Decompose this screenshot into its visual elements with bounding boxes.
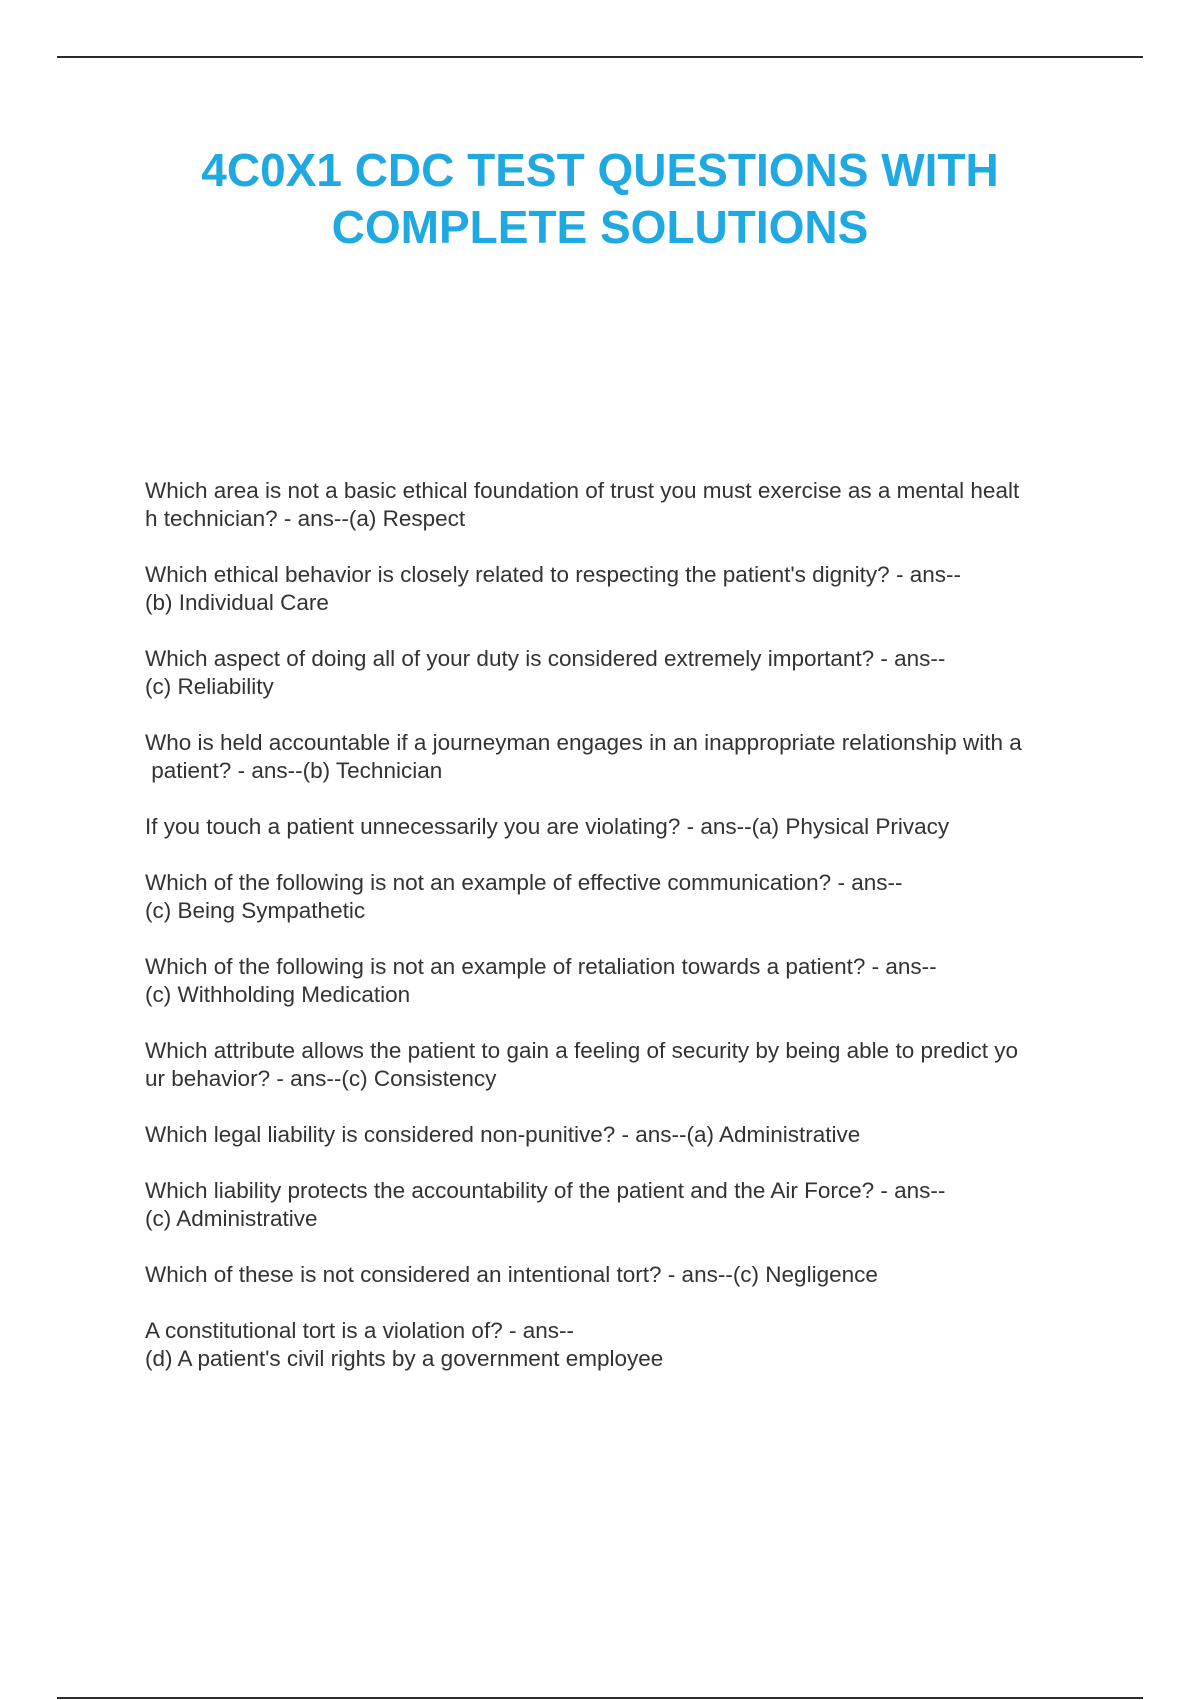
question-line: Which liability protects the accountability of the patient and the Air Force? - ans-- bbox=[145, 1178, 946, 1203]
question-line: Which of the following is not an example of retaliation towards a patient? - ans-- bbox=[145, 954, 937, 979]
question-line: A constitutional tort is a violation of? - ans-- bbox=[145, 1318, 574, 1343]
list-item bbox=[145, 1121, 1095, 1149]
header-rule bbox=[57, 56, 1143, 58]
question-line: (c) Being Sympathetic bbox=[145, 898, 366, 923]
question-line: Which of these is not considered an intentional tort? - ans--(c) Negligence bbox=[145, 1262, 878, 1287]
list-item bbox=[145, 1317, 1095, 1373]
question-line: If you touch a patient unnecessarily you are violating? - ans--(a) Physical Privacy bbox=[145, 814, 950, 839]
document-title bbox=[0, 142, 1200, 256]
question-line: Which aspect of doing all of your duty is considered extremely important? - ans-- bbox=[145, 646, 946, 671]
footer-rule bbox=[57, 1697, 1143, 1699]
question-answer-list bbox=[145, 477, 1095, 1401]
list-item bbox=[145, 813, 1095, 841]
list-item bbox=[145, 1177, 1095, 1233]
list-item bbox=[145, 869, 1095, 925]
question-line: (d) A patient's civil rights by a government employee bbox=[145, 1346, 664, 1371]
question-line: (c) Withholding Medication bbox=[145, 982, 411, 1007]
question-line: Which legal liability is considered non-punitive? - ans--(a) Administrative bbox=[145, 1122, 861, 1147]
title-line-2: COMPLETE SOLUTIONS bbox=[331, 201, 869, 253]
question-line: patient? - ans--(b) Technician bbox=[145, 758, 443, 783]
list-item bbox=[145, 729, 1095, 785]
list-item bbox=[145, 1037, 1095, 1093]
list-item bbox=[145, 953, 1095, 1009]
question-line: Which area is not a basic ethical foundation of trust you must exercise as a mental healt bbox=[145, 478, 1020, 503]
question-line: Which ethical behavior is closely related to respecting the patient's dignity? - ans-- bbox=[145, 562, 961, 587]
question-line: (c) Administrative bbox=[145, 1206, 318, 1231]
question-line: ur behavior? - ans--(c) Consistency bbox=[145, 1066, 497, 1091]
question-line: h technician? - ans--(a) Respect bbox=[145, 506, 466, 531]
question-line: (b) Individual Care bbox=[145, 590, 329, 615]
question-line: (c) Reliability bbox=[145, 674, 274, 699]
question-line: Which of the following is not an example of effective communication? - ans-- bbox=[145, 870, 903, 895]
title-line-1: 4C0X1 CDC TEST QUESTIONS WITH bbox=[201, 144, 999, 196]
list-item bbox=[145, 1261, 1095, 1289]
list-item bbox=[145, 645, 1095, 701]
question-line: Who is held accountable if a journeyman engages in an inappropriate relationship with a bbox=[145, 730, 1022, 755]
list-item bbox=[145, 477, 1095, 533]
question-line: Which attribute allows the patient to gain a feeling of security by being able to predict yo bbox=[145, 1038, 1019, 1063]
list-item bbox=[145, 561, 1095, 617]
